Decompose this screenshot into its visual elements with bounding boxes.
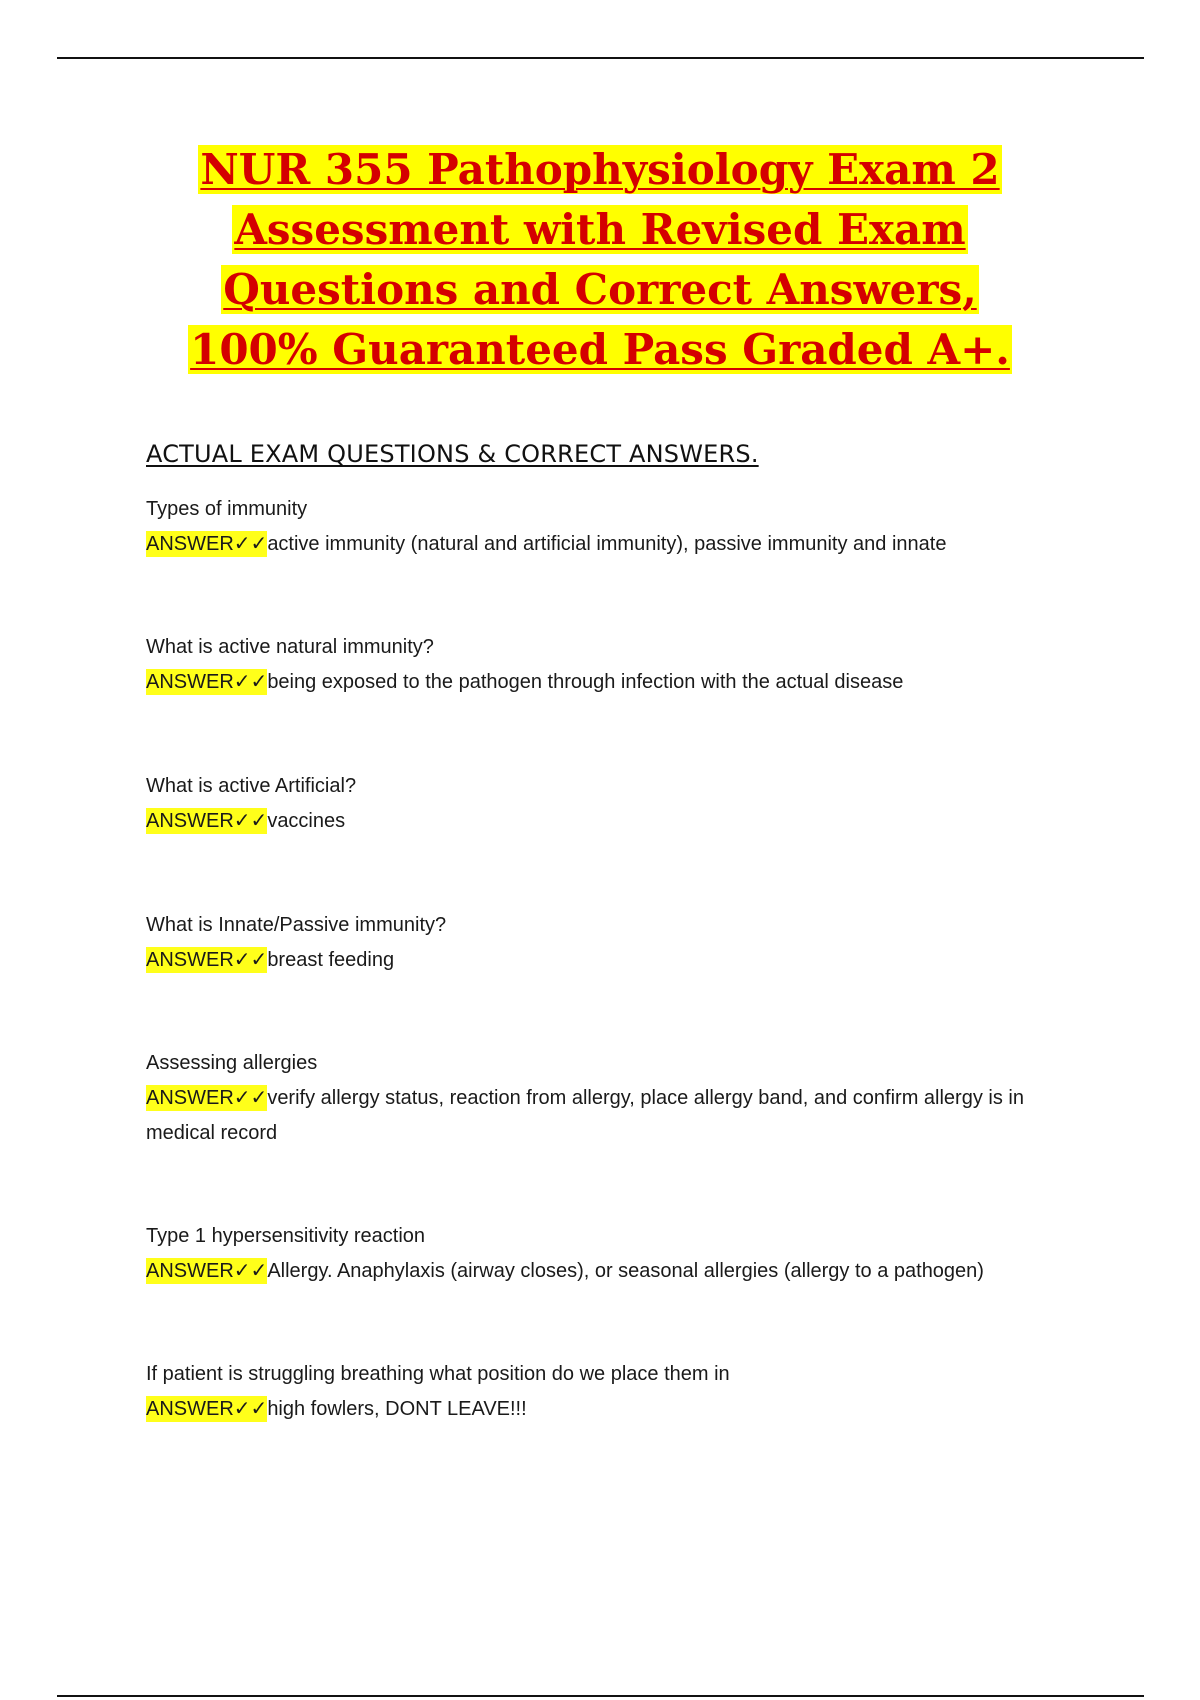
answer-text: high fowlers, DONT LEAVE!!! — [267, 1398, 527, 1420]
qa-item — [146, 908, 1096, 978]
answer-line — [146, 665, 1096, 700]
qa-item — [146, 1046, 1096, 1151]
answer-line — [146, 943, 1096, 978]
bottom-divider — [57, 1695, 1144, 1697]
answer-line — [146, 1254, 1096, 1289]
question-text: What is active natural immunity? — [146, 636, 434, 658]
answer-label: ANSWER — [146, 810, 234, 832]
answer-line — [146, 1392, 1096, 1427]
question-text: What is Innate/Passive immunity? — [146, 914, 447, 936]
double-check-icon: ✓✓ — [233, 533, 268, 555]
double-check-icon: ✓✓ — [233, 810, 268, 832]
answer-label: ANSWER — [146, 533, 234, 555]
title-line: Questions and Correct Answers, — [223, 265, 977, 314]
question-text: Assessing allergies — [146, 1052, 318, 1074]
double-check-icon: ✓✓ — [233, 671, 268, 693]
title-line: 100% Guaranteed Pass Graded A+. — [190, 325, 1010, 374]
title-line: NUR 355 Pathophysiology Exam 2 — [200, 145, 1000, 194]
answer-text: verify allergy status, reaction from allergy, place allergy band, and confirm allergy is in medical record — [146, 1087, 1024, 1144]
question-text: Types of immunity — [146, 498, 308, 520]
answer-text: breast feeding — [267, 949, 395, 971]
qa-item — [146, 1357, 1096, 1427]
answer-label: ANSWER — [146, 1087, 234, 1109]
answer-label: ANSWER — [146, 1260, 234, 1282]
answer-line — [146, 527, 1096, 562]
document-title — [100, 140, 1100, 380]
question-text: What is active Artificial? — [146, 775, 357, 797]
double-check-icon: ✓✓ — [233, 1260, 268, 1282]
section-heading: ACTUAL EXAM QUESTIONS & CORRECT ANSWERS. — [146, 440, 759, 468]
answer-text: active immunity (natural and artificial immunity), passive immunity and innate — [267, 533, 947, 555]
top-divider — [57, 57, 1144, 59]
answer-label: ANSWER — [146, 949, 234, 971]
answer-label: ANSWER — [146, 671, 234, 693]
double-check-icon: ✓✓ — [233, 1398, 268, 1420]
answer-line — [146, 1081, 1096, 1151]
question-text: If patient is struggling breathing what position do we place them in — [146, 1363, 730, 1385]
answer-line — [146, 804, 1096, 839]
qa-item — [146, 1219, 1096, 1289]
qa-item — [146, 769, 1096, 839]
answer-text: vaccines — [267, 810, 346, 832]
answer-label: ANSWER — [146, 1398, 234, 1420]
title-line: Assessment with Revised Exam — [234, 205, 966, 254]
question-text: Type 1 hypersensitivity reaction — [146, 1225, 426, 1247]
double-check-icon: ✓✓ — [233, 949, 268, 971]
qa-item — [146, 630, 1096, 700]
answer-text: being exposed to the pathogen through infection with the actual disease — [267, 671, 904, 693]
qa-item — [146, 492, 1096, 562]
double-check-icon: ✓✓ — [233, 1087, 268, 1109]
answer-text: Allergy. Anaphylaxis (airway closes), or seasonal allergies (allergy to a pathogen) — [267, 1260, 984, 1282]
